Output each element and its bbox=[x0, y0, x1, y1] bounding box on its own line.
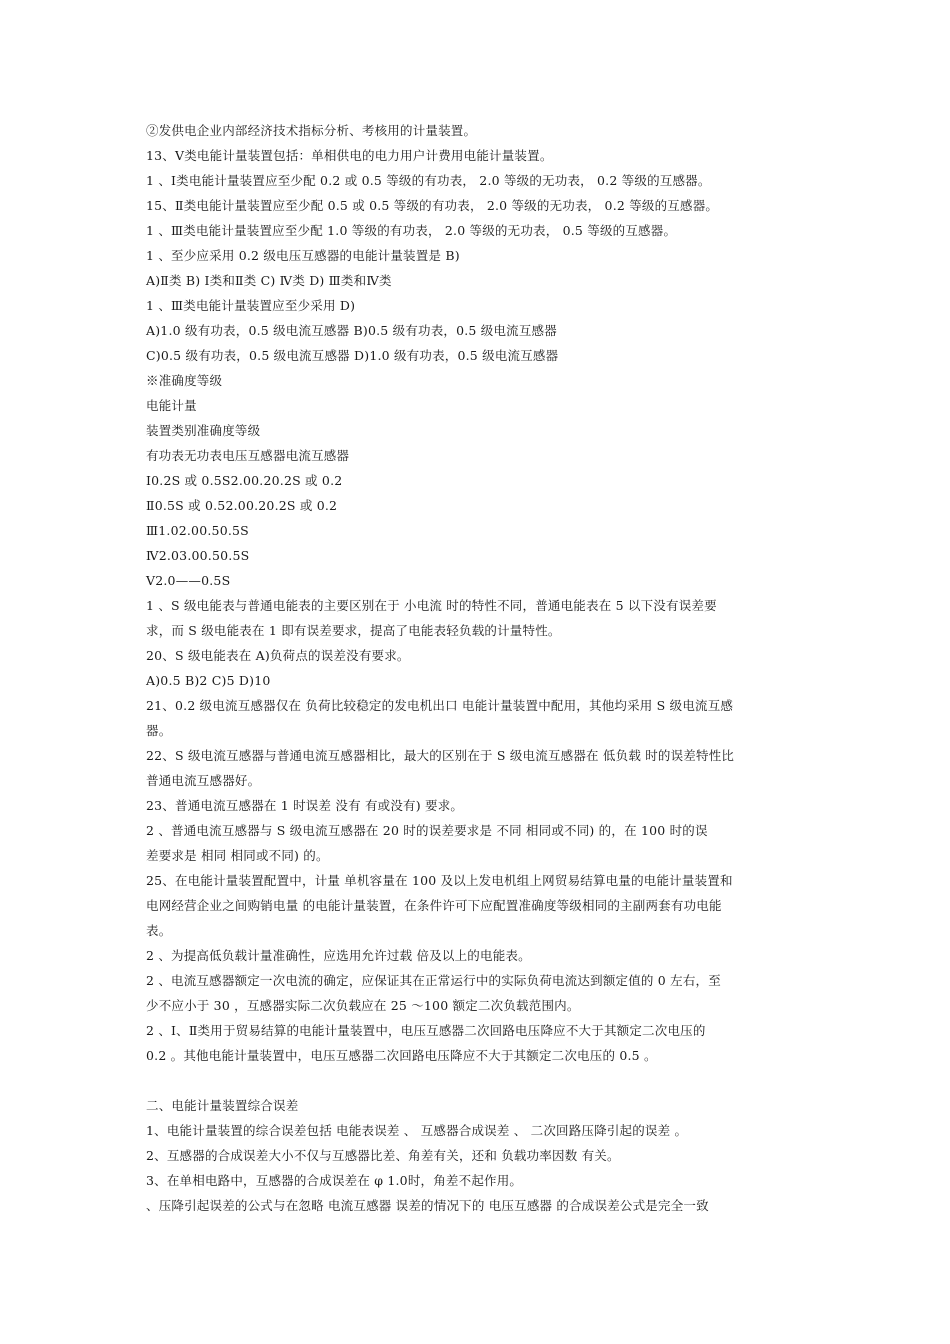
text-line: ※准确度等级 bbox=[146, 373, 223, 388]
text-line: Ⅱ0.5S 或 0.52.00.20.2S 或 0.2 bbox=[146, 498, 338, 513]
text-line: 2 、普通电流互感器与 S 级电流互感器在 20 时的误差要求是 不同 相同或不同) 的，在 100 时的误 bbox=[146, 823, 708, 838]
text-line: 21、0.2 级电流互感器仅在 负荷比较稳定的发电机出口 电能计量装置中配用，其他均采用 S 级电流互感 bbox=[146, 698, 734, 713]
text-line: 1 、Ⅲ类电能计量装置应至少配 1.0 等级的有功表， 2.0 等级的无功表， 0.5 等级的互感器。 bbox=[146, 223, 677, 238]
text-line: 3、在单相电路中，互感器的合成误差在 φ 1.0时，角差不起作用。 bbox=[146, 1173, 523, 1188]
text-line: Ⅳ2.03.00.50.5S bbox=[146, 548, 250, 563]
text-line: 普通电流互感器好。 bbox=[146, 773, 261, 788]
text-line: 13、Ⅴ类电能计量装置包括：单相供电的电力用户计费用电能计量装置。 bbox=[146, 148, 553, 163]
text-line: Ⅴ2.0——0.5S bbox=[146, 573, 231, 588]
text-line: A)Ⅱ类 B) Ⅰ类和Ⅱ类 C) Ⅳ类 D) Ⅲ类和Ⅳ类 bbox=[146, 273, 392, 288]
text-line: C)0.5 级有功表，0.5 级电流互感器 D)1.0 级有功表，0.5 级电流互感器 bbox=[146, 348, 559, 363]
text-line: 22、S 级电流互感器与普通电流互感器相比，最大的区别在于 S 级电流互感器在 低负载 时的误差特性比 bbox=[146, 748, 735, 763]
blank-line bbox=[146, 1068, 816, 1093]
text-line: A)0.5 B)2 C)5 D)10 bbox=[146, 673, 271, 688]
text-line: ②发供电企业内部经济技术指标分析、考核用的计量装置。 bbox=[146, 123, 477, 138]
text-line: A)1.0 级有功表，0.5 级电流互感器 B)0.5 级有功表，0.5 级电流互感器 bbox=[146, 323, 557, 338]
text-line: 差要求是 相同 相同或不同) 的。 bbox=[146, 848, 329, 863]
text-line: 1 、至少应采用 0.2 级电压互感器的电能计量装置是 B) bbox=[146, 248, 460, 263]
text-line: 0.2 。其他电能计量装置中，电压互感器二次回路电压降应不大于其额定二次电压的 0.5 。 bbox=[146, 1048, 657, 1063]
text-line: 2 、Ⅰ、Ⅱ类用于贸易结算的电能计量装置中，电压互感器二次回路电压降应不大于其额定二次电压的 bbox=[146, 1023, 706, 1038]
text-line: 25、在电能计量装置配置中，计量 单机容量在 100 及以上发电机组上网贸易结算电量的电能计量装置和 bbox=[146, 873, 733, 888]
text-line: 1 、S 级电能表与普通电能表的主要区别在于 小电流 时的特性不同，普通电能表在 5 以下没有误差要 bbox=[146, 598, 717, 613]
text-line: 1 、Ⅰ类电能计量装置应至少配 0.2 或 0.5 等级的有功表， 2.0 等级的无功表， 0.2 等级的互感器。 bbox=[146, 173, 711, 188]
text-line: 求，而 S 级电能表在 1 即有误差要求，提高了电能表轻负载的计量特性。 bbox=[146, 623, 561, 638]
text-line: 2 、电流互感器额定一次电流的确定，应保证其在正常运行中的实际负荷电流达到额定值的 0 左右，至 bbox=[146, 973, 721, 988]
text-line: 有功表无功表电压互感器电流互感器 bbox=[146, 448, 350, 463]
text-line: 、压降引起误差的公式与在忽略 电流互感器 误差的情况下的 电压互感器 的合成误差公式是完全一致 bbox=[146, 1198, 709, 1213]
text-line: 1 、Ⅲ类电能计量装置应至少采用 D) bbox=[146, 298, 356, 313]
text-line: 表。 bbox=[146, 923, 172, 938]
text-line: 2 、为提高低负载计量准确性，应选用允许过载 倍及以上的电能表。 bbox=[146, 948, 531, 963]
text-line: 2、互感器的合成误差大小不仅与互感器比差、角差有关，还和 负载功率因数 有关。 bbox=[146, 1148, 620, 1163]
text-line: 电能计量 bbox=[146, 398, 197, 413]
text-line: 装置类别准确度等级 bbox=[146, 423, 261, 438]
text-line: Ⅲ1.02.00.50.5S bbox=[146, 523, 249, 538]
section-heading: 二、电能计量装置综合误差 bbox=[146, 1098, 299, 1113]
text-line: 1、电能计量装置的综合误差包括 电能表误差 、 互感器合成误差 、 二次回路压降引起的误差 。 bbox=[146, 1123, 688, 1138]
text-line: 电网经营企业之间购销电量 的电能计量装置，在条件许可下应配置准确度等级相同的主副两套有功电能 bbox=[146, 898, 722, 913]
text-line: 23、普通电流互感器在 1 时误差 没有 有或没有) 要求。 bbox=[146, 798, 464, 813]
text-line: 15、Ⅱ类电能计量装置应至少配 0.5 或 0.5 等级的有功表， 2.0 等级的无功表， 0.2 等级的互感器。 bbox=[146, 198, 719, 213]
text-line: 器。 bbox=[146, 723, 172, 738]
text-line: 少不应小于 30 ，互感器实际二次负载应在 25 ～100 额定二次负载范围内。 bbox=[146, 998, 580, 1013]
document-page bbox=[146, 118, 816, 1218]
text-line: Ⅰ0.2S 或 0.5S2.00.20.2S 或 0.2 bbox=[146, 473, 343, 488]
text-line: 20、S 级电能表在 A)负荷点的误差没有要求。 bbox=[146, 648, 410, 663]
